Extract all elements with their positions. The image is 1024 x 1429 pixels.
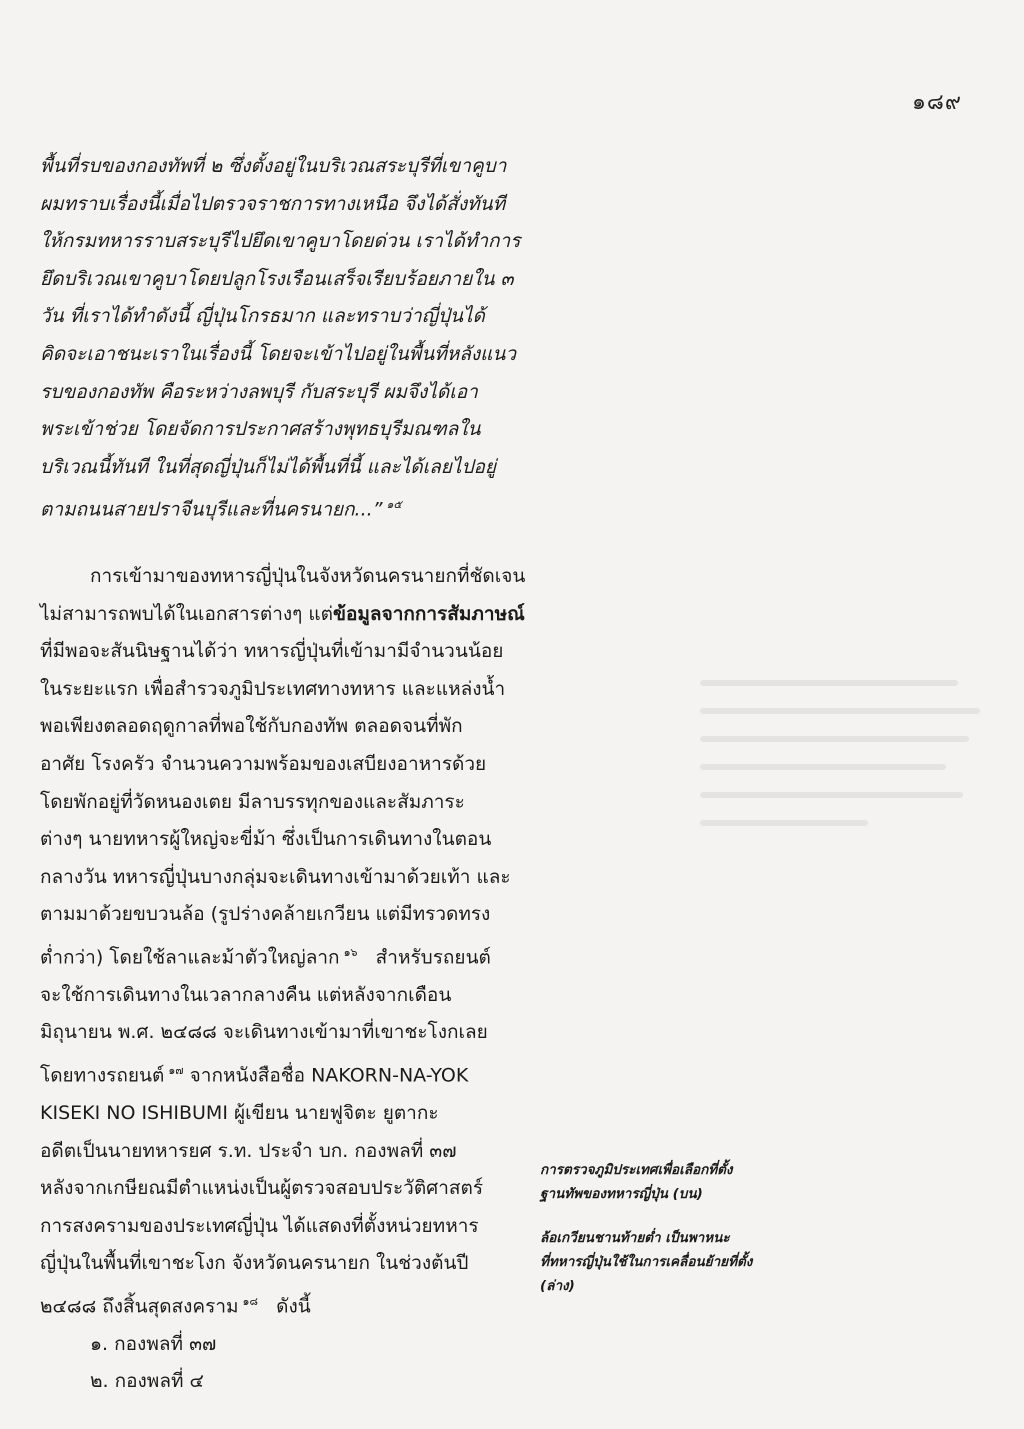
quote-block <box>40 148 521 529</box>
footnote-ref: ๑๘ <box>242 1294 259 1308</box>
body-line: KISEKI NO ISHIBUMI ผู้เขียน นายฟูจิตะ ยูตากะ <box>40 1101 439 1124</box>
quote-line: บริเวณนี้ทันที ในที่สุดญี่ปุ่นก็ไม่ได้พื้นที่นี้ และได้เลยไปอยู่ <box>40 455 497 478</box>
body-line: ญี่ปุ่นในพื้นที่เขาชะโงก จังหวัดนครนายก ในช่วงต้นปี <box>40 1252 469 1275</box>
body-line <box>40 1283 510 1326</box>
quote-line: ผมทราบเรื่องนี้เมื่อไปตรวจราชการทางเหนือ จึงได้สั่งทันที <box>40 192 506 215</box>
list-item: ๑. กองพลที่ ๓๗ <box>90 1332 217 1355</box>
body-line <box>40 934 510 977</box>
body-line <box>40 596 525 634</box>
quote-line: พระเข้าช่วย โดยจัดการประกาศสร้างพุทธบุรีมณฑลใน <box>40 418 481 441</box>
body-line: โดยพักอยู่ที่วัดหนองเตย มีลาบรรทุกของและสัมภาระ <box>40 790 465 813</box>
caption-line: ที่ทหารญี่ปุ่นใช้ในการเคลื่อนย้ายที่ตั้ง <box>540 1254 753 1270</box>
body-line: การสงครามของประเทศญี่ปุ่น ได้แสดงที่ตั้งหน่วยทหาร <box>40 1214 479 1237</box>
bold-phrase: ข้อมูลจากการสัมภาษณ์ <box>333 602 525 625</box>
body-line: หลังจากเกษียณมีตำแหน่งเป็นผู้ตรวจสอบประวัติศาสตร์ <box>40 1177 484 1200</box>
quote-line: พื้นที่รบของกองทัพที่ ๒ ซึ่งตั้งอยู่ในบริเวณสระบุรีที่เขาคูบา <box>40 155 507 177</box>
quote-line: รบของกองทัพ คือระหว่างลพบุรี กับสระบุรี ผมจึงได้เอา <box>40 380 478 403</box>
captions <box>540 1158 780 1318</box>
body-line-text: ต่ำกว่า) โดยใช้ลาและม้าตัวใหญ่ลาก <box>40 946 340 969</box>
quote-line: ยึดบริเวณเขาคูบาโดยปลูกโรงเรือนเสร็จเรียบร้อยภายใน ๓ <box>40 267 514 290</box>
quote-line: ให้กรมทหารราบสระบุรีไปยึดเขาคูบาโดยด่วน เราได้ทำการ <box>40 230 521 253</box>
footnote-ref: ๑๕ <box>386 498 402 512</box>
body-line: อดีตเป็นนายทหารยศ ร.ท. ประจำ บก. กองพลที่ ๓๗ <box>40 1139 457 1162</box>
body-line-text: สำหรับรถยนต์ <box>375 946 491 969</box>
body-line-text: ดังนี้ <box>276 1295 311 1318</box>
page-number: ๑๘๙ <box>911 90 962 115</box>
caption-top <box>540 1158 780 1206</box>
body-line-text: ๒๔๘๘ ถึงสิ้นสุดสงคราม <box>40 1295 239 1318</box>
caption-bottom <box>540 1226 780 1298</box>
quote-line-text: ตามถนนสายปราจีนบุรีและที่นครนายก...” <box>40 498 383 521</box>
caption-line: ล้อเกวียนชานท้ายต่ำ เป็นพาหนะ <box>540 1230 730 1246</box>
quote-line: คิดจะเอาชนะเราในเรื่องนี้ โดยจะเข้าไปอยู่ในพื้นที่หลังแนว <box>40 342 517 365</box>
list-item: ๒. กองพลที่ ๔ <box>90 1370 204 1393</box>
body-line: กลางวัน ทหารญี่ปุ่นบางกลุ่มจะเดินทางเข้ามาด้วยเท้า และ <box>40 865 511 888</box>
caption-line: (ล่าง) <box>540 1278 575 1294</box>
body-line-text: โดยทางรถยนต์ <box>40 1064 165 1087</box>
caption-line: ฐานทัพของทหารญี่ปุ่น (บน) <box>540 1186 703 1202</box>
caption-line: การตรวจภูมิประเทศเพื่อเลือกที่ตั้ง <box>540 1162 733 1178</box>
footnote-ref: ๑๗ <box>168 1064 184 1078</box>
body-line-text: ไม่สามารถพบได้ในเอกสารต่างๆ แต่ <box>40 602 333 625</box>
footnote-ref: ๑๖ <box>343 945 358 959</box>
body-line <box>40 1052 510 1095</box>
body-text <box>40 558 526 1401</box>
body-line: จะใช้การเดินทางในเวลากลางคืน แต่หลังจากเดือน <box>40 983 452 1006</box>
body-line: ในระยะแรก เพื่อสำรวจภูมิประเทศทางทหาร และแหล่งน้ำ <box>40 677 506 700</box>
body-line: ต่างๆ นายทหารผู้ใหญ่จะขี่ม้า ซึ่งเป็นการเดินทางในตอน <box>40 828 492 851</box>
paragraph-start: การเข้ามาของทหารญี่ปุ่นในจังหวัดนครนายกที่ชัดเจน <box>90 565 526 587</box>
body-line: ตามมาด้วยขบวนล้อ (รูปร่างคล้ายเกวียน แต่มีทรวดทรง <box>40 903 491 926</box>
body-line: ที่มีพอจะสันนิษฐานได้ว่า ทหารญี่ปุ่นที่เข้ามามีจำนวนน้อย <box>40 640 504 663</box>
show-through-text <box>700 680 980 860</box>
body-line-text: จากหนังสือชื่อ NAKORN-NA-YOK <box>189 1064 469 1087</box>
body-line: อาศัย โรงครัว จำนวนความพร้อมของเสบียงอาหารด้วย <box>40 752 487 775</box>
body-line: พอเพียงตลอดฤดูกาลที่พอใช้กับกองทัพ ตลอดจนที่พัก <box>40 715 463 738</box>
body-line: มิถุนายน พ.ศ. ๒๔๘๘ จะเดินทางเข้ามาที่เขาชะโงกเลย <box>40 1021 488 1044</box>
quote-line: วัน ที่เราได้ทำดังนี้ ญี่ปุ่นโกรธมาก และทราบว่าญี่ปุ่นได้ <box>40 305 485 328</box>
quote-line-last <box>40 486 510 529</box>
